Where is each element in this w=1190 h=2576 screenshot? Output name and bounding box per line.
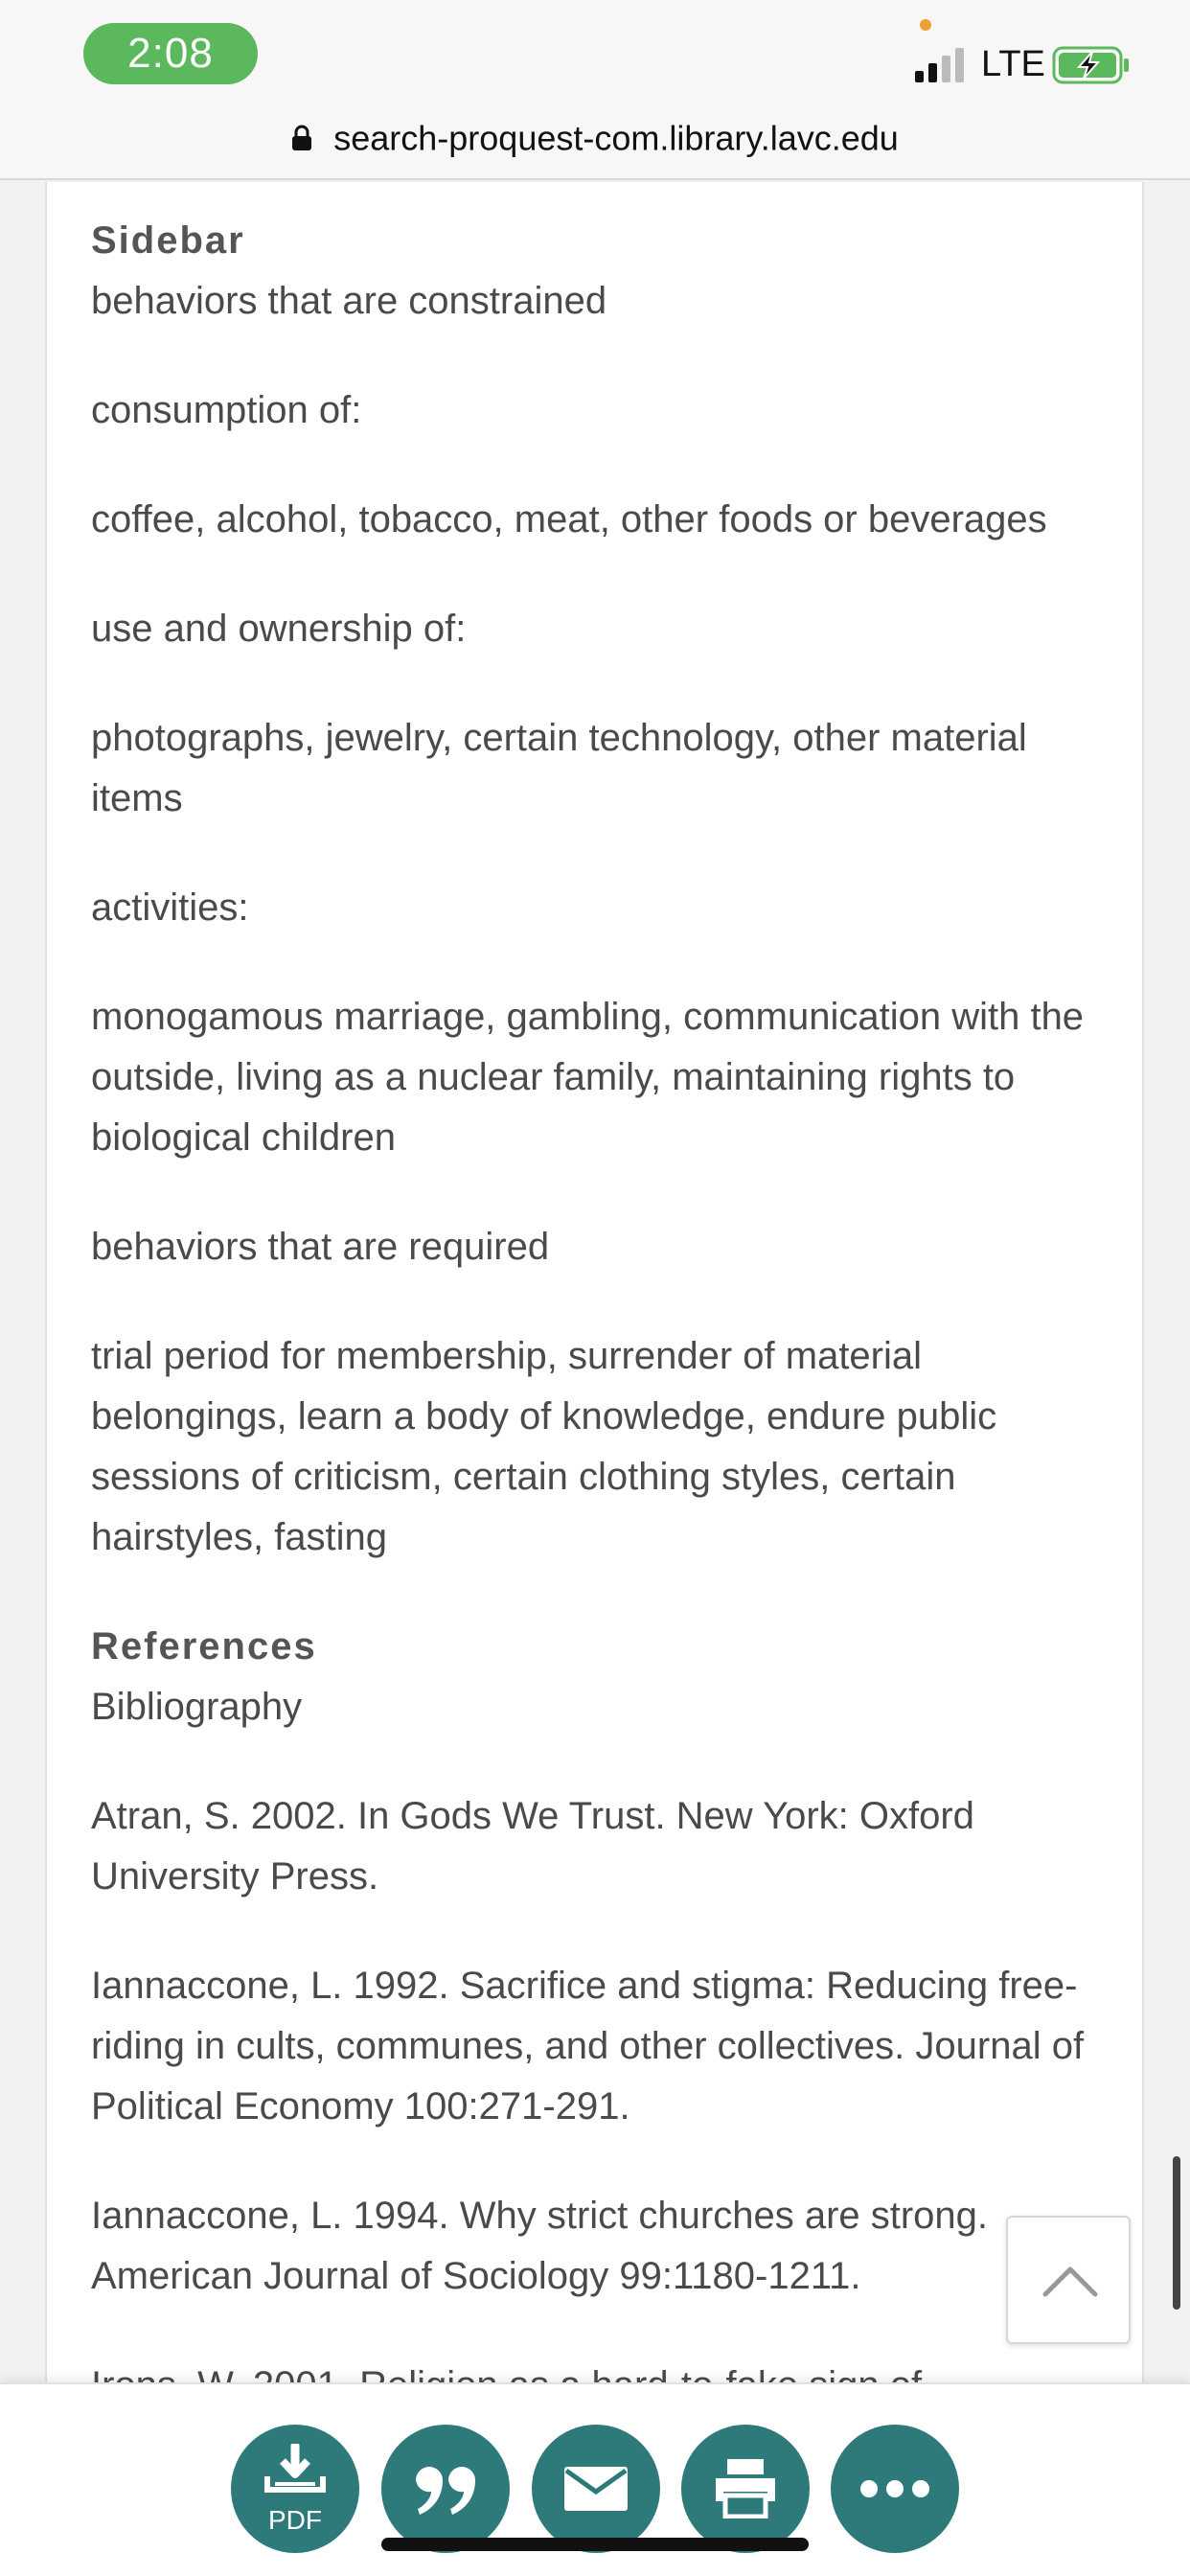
sidebar-line: behaviors that are required xyxy=(91,1226,550,1268)
scroll-to-top-button[interactable] xyxy=(1006,2216,1131,2344)
sidebar-line: monogamous marriage, gambling, communication with the outside, living as a nuclear family, maintaining rights to biological children xyxy=(91,996,1085,1159)
pdf-label: PDF xyxy=(268,2505,322,2535)
lock-icon xyxy=(291,125,312,151)
sidebar-line: consumption of: xyxy=(91,389,362,431)
more-icon xyxy=(859,2479,930,2498)
reference-item: Atran, S. 2002. In Gods We Trust. New York: Oxford University Press. xyxy=(91,1795,974,1898)
references-subheading: Bibliography xyxy=(91,1686,303,1728)
article-body xyxy=(91,211,1126,2465)
status-bar xyxy=(0,0,1190,180)
home-indicator[interactable] xyxy=(381,2538,809,2551)
cite-button[interactable] xyxy=(381,2425,510,2553)
battery-charging-icon xyxy=(1052,46,1131,84)
sidebar-line: trial period for membership, surrender of material belongings, learn a body of knowledge, endure public sessions of criticism, certain clothing styles, certain hairstyles, fasting xyxy=(91,1335,997,1558)
sidebar-heading: Sidebar xyxy=(91,219,245,262)
address-bar[interactable] xyxy=(0,107,1190,165)
network-type: LTE xyxy=(981,44,1045,84)
reference-item: Iannaccone, L. 1992. Sacrifice and stigma: Reducing free-riding in cults, communes, and other collectives. Journal of Political Economy 100:271-291. xyxy=(91,1965,1085,2128)
sidebar-line: behaviors that are constrained xyxy=(91,280,607,322)
scrollbar-thumb[interactable] xyxy=(1173,2156,1180,2310)
print-button[interactable] xyxy=(681,2425,810,2553)
sidebar-line: coffee, alcohol, tobacco, meat, other foods or beverages xyxy=(91,498,1047,540)
status-time: 2:08 xyxy=(83,23,258,84)
article-panel xyxy=(45,182,1144,2386)
sidebar-line: activities: xyxy=(91,886,249,929)
download-pdf-icon xyxy=(262,2444,329,2501)
sidebar-line: use and ownership of: xyxy=(91,608,467,650)
cellular-signal-icon xyxy=(915,48,969,82)
email-icon xyxy=(564,2467,628,2511)
more-options-button[interactable] xyxy=(831,2425,959,2553)
print-icon xyxy=(712,2459,779,2518)
reference-item: Iannaccone, L. 1994. Why strict churches are strong. American Journal of Sociology 99:1180-1211. xyxy=(91,2195,989,2297)
download-pdf-button[interactable] xyxy=(231,2425,359,2553)
email-button[interactable] xyxy=(532,2425,660,2553)
chevron-up-icon xyxy=(1040,2256,1101,2304)
cite-quote-icon xyxy=(412,2457,479,2518)
url-text: search-proquest-com.library.lavc.edu xyxy=(333,118,899,158)
sidebar-line: photographs, jewelry, certain technology, other material items xyxy=(91,717,1027,819)
references-heading: References xyxy=(91,1625,317,1668)
mic-indicator-dot xyxy=(920,19,931,31)
